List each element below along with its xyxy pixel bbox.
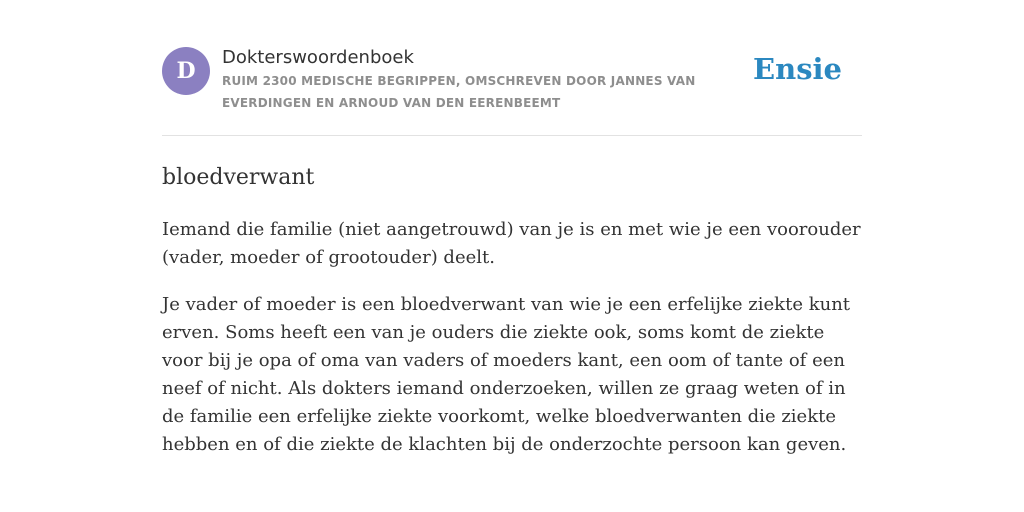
source-header xyxy=(162,46,862,136)
definition-paragraph: Je vader of moeder is een bloedverwant van wie je een erfelijke ziekte kunt erven. Soms heeft een van je ouders die ziekte ook, soms komt de ziekte voor bij je opa of oma van vaders of moeders kant, een oom of tante of een neef of nicht. Als dokters iemand onderzoeken, willen ze graag weten of in de familie een erfelijke ziekte voorkomt, welke bloedverwanten die ziekte hebben en of die ziekte de klachten bij de onderzochte persoon kan geven. xyxy=(162,294,851,455)
entry-term: bloedverwant xyxy=(162,165,315,190)
source-info xyxy=(222,46,712,114)
definition-paragraph: Iemand die familie (niet aangetrouwd) van je is en met wie je een voorouder (vader, moeder of grootouder) deelt. xyxy=(162,219,861,268)
entry-card xyxy=(162,46,862,459)
ensie-logo[interactable]: Ensie xyxy=(753,52,842,86)
source-title[interactable]: Dokterswoordenboek xyxy=(222,47,414,68)
source-avatar[interactable]: D xyxy=(162,47,210,95)
entry-definition xyxy=(162,216,862,459)
source-subtitle: RUIM 2300 MEDISCHE BEGRIPPEN, OMSCHREVEN DOOR JANNES VAN EVERDINGEN EN ARNOUD VAN DEN EERENBEEMT xyxy=(222,74,696,110)
